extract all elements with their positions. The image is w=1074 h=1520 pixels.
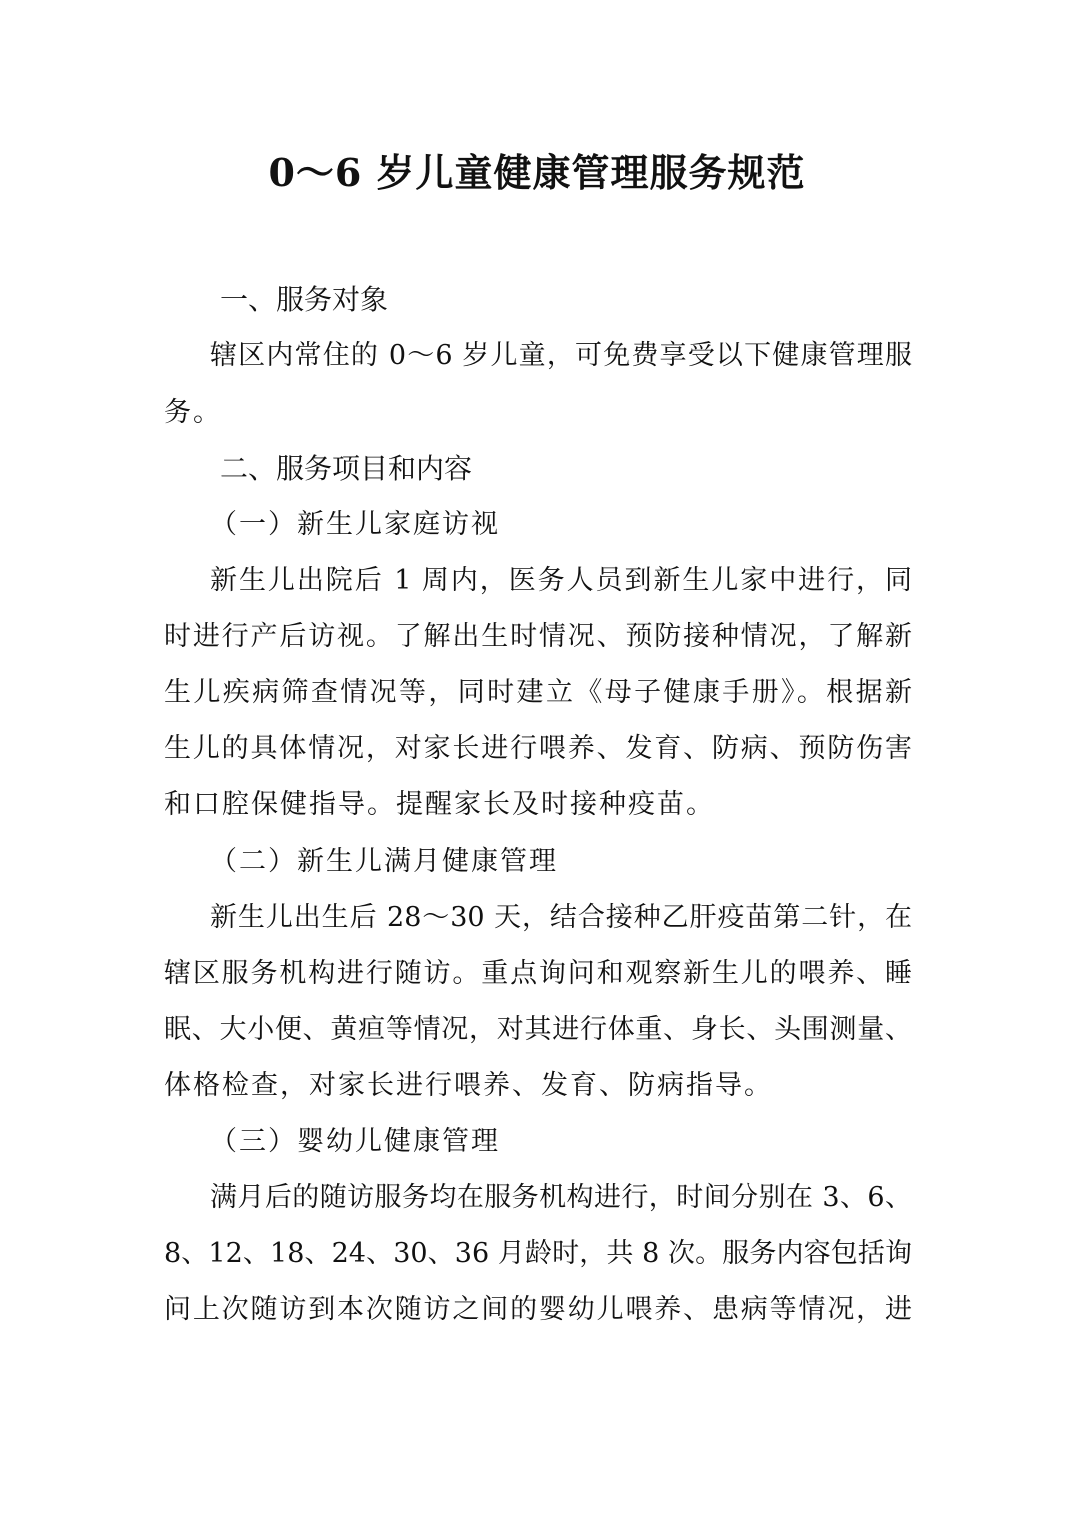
paragraph-line: 和口腔保健指导。提醒家长及时接种疫苗。 [164,789,715,820]
page-title: 0～6 岁儿童健康管理服务规范 [268,150,806,195]
paragraph-line: 体格检查，对家长进行喂养、发育、防病指导。 [164,1070,773,1101]
paragraph-line: 眠、大小便、黄疸等情况，对其进行体重、身长、头围测量、 [164,1014,912,1045]
paragraph-line: 生儿的具体情况，对家长进行喂养、发育、防病、预防伤害 [164,733,912,764]
section-heading-service-target: 一、服务对象 [220,283,389,316]
paragraph-line: 新生儿出院后 1 周内，医务人员到新生儿家中进行，同 [210,565,912,596]
paragraph-line: 辖区内常住的 0～6 岁儿童，可免费享受以下健康管理服 [210,340,912,371]
paragraph-line: 新生儿出生后 28～30 天，结合接种乙肝疫苗第二针，在 [210,902,912,933]
paragraph-line: 辖区服务机构进行随访。重点询问和观察新生儿的喂养、睡 [164,958,912,989]
paragraph-line: 问上次随访到本次随访之间的婴幼儿喂养、患病等情况，进 [164,1294,912,1325]
paragraph-line: 时进行产后访视。了解出生时情况、预防接种情况，了解新 [164,621,912,652]
paragraph-line: 生儿疾病筛查情况等，同时建立《母子健康手册》。根据新 [164,677,912,708]
subsection-heading-newborn-full-month: （二）新生儿满月健康管理 [210,846,558,877]
section-heading-service-items: 二、服务项目和内容 [220,452,473,485]
subsection-heading-infant-health: （三）婴幼儿健康管理 [210,1126,500,1157]
subsection-heading-newborn-home-visit: （一）新生儿家庭访视 [210,509,500,540]
paragraph-line: 8、12、18、24、30、36 月龄时，共 8 次。服务内容包括询 [164,1238,912,1269]
paragraph-line: 满月后的随访服务均在服务机构进行，时间分别在 3、6、 [210,1182,912,1213]
paragraph-line: 务。 [164,397,222,428]
